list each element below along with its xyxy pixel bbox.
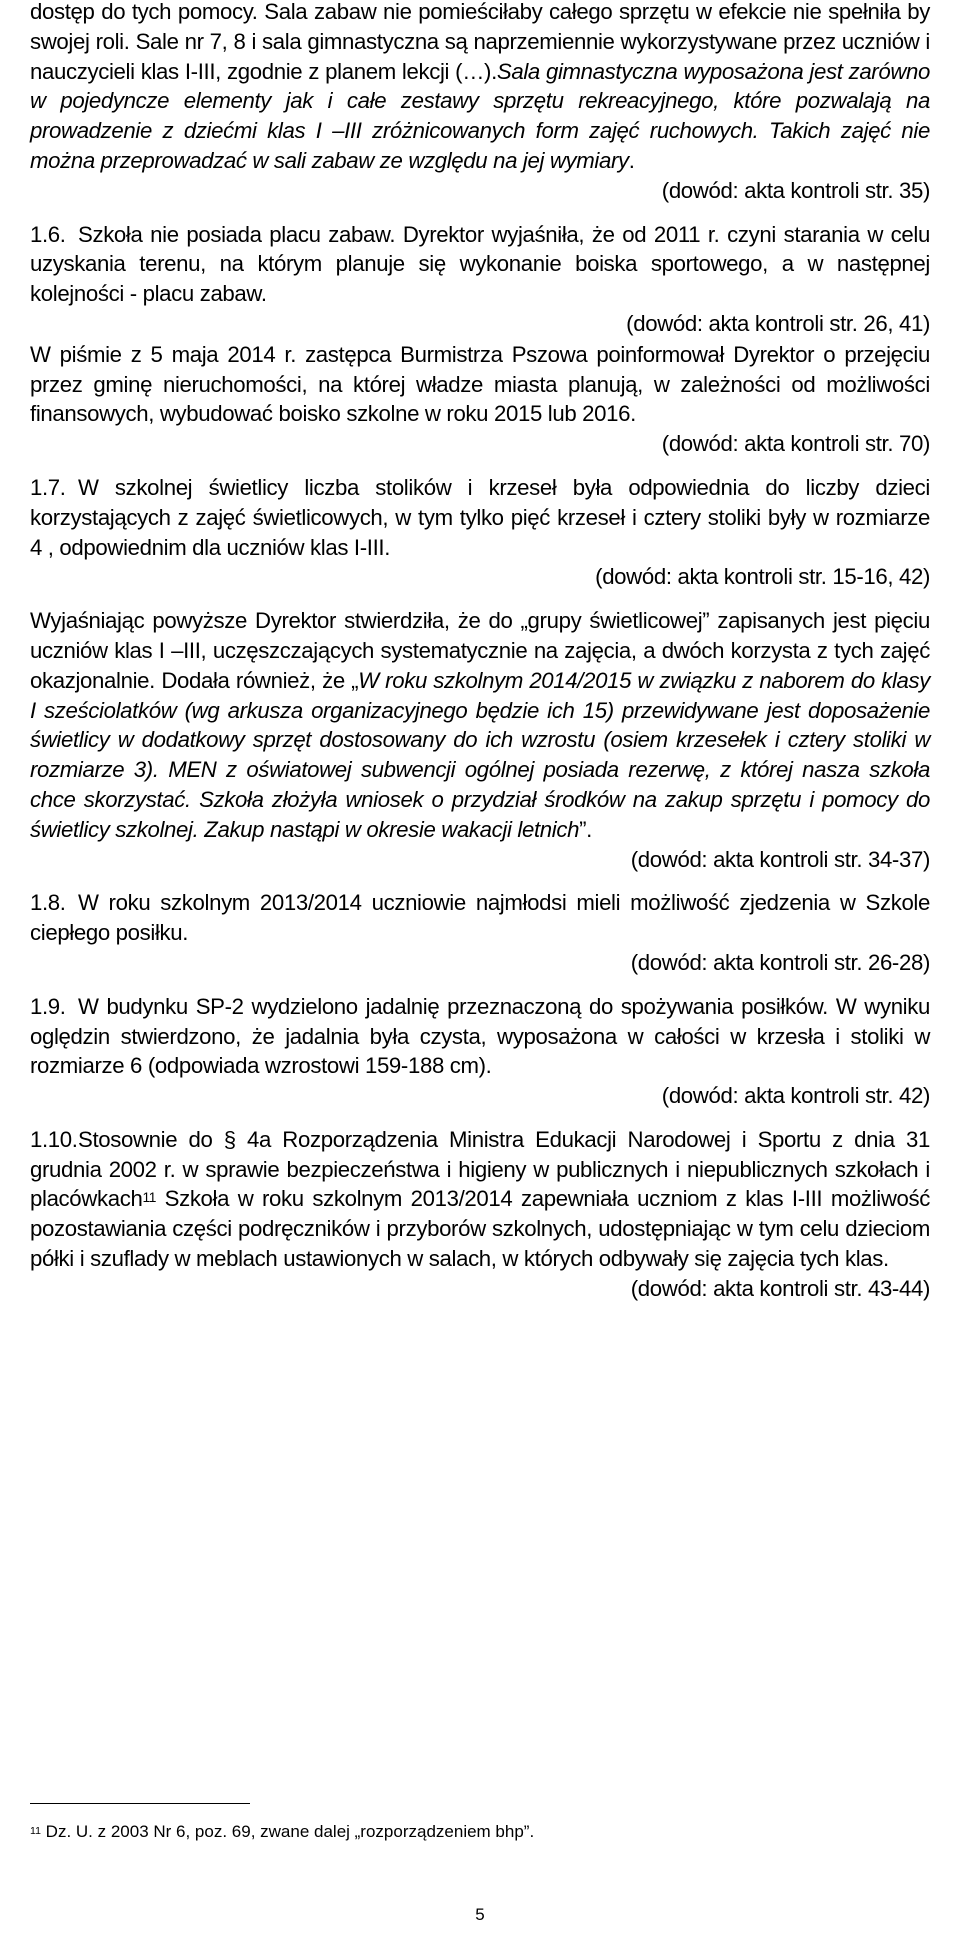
evidence-reference: (dowód: akta kontroli str. 35) — [661, 177, 930, 203]
intro-quote: Sala gimnastyczna wyposażona jest zarówno w pojedyncze elementy jak i całe zestawy sprzętu rekreacyjnego, które pozwalają na prowadzenie z dziećmi klas I –III zróżnicowanych form zajęć ruchowych. Takich zajęć nie można przeprowadzać w sali zabaw ze względu na jej wymiary — [30, 58, 930, 173]
evidence-reference: (dowód: akta kontroli str. 34-37) — [630, 846, 930, 872]
section-number: 1.8. — [30, 890, 66, 916]
section-1-9 — [30, 992, 930, 1081]
section-1-6 — [30, 220, 930, 309]
intro-text: dostęp do tych pomocy. Sala zabaw nie pomieściłaby całego sprzętu w efekcie nie spełniła by swojej roli. Sale nr 7, 8 i sala gimnastyczna są naprzemiennie wykorzystywane przez uczniów i nauczycieli klas I-III, zgodnie z planem lekcji (…). — [30, 0, 930, 84]
evidence-reference: (dowód: akta kontroli str. 26-28) — [630, 949, 930, 975]
section-text: Stosownie do § 4a Rozporządzenia Ministra Edukacji Narodowej i Sportu z dnia 31 grudnia 2002 r. w sprawie bezpieczeństwa i higieny w publicznych i niepublicznych szkołach i placówkach — [30, 1126, 930, 1212]
section-1-8 — [30, 888, 930, 948]
footnote-text: Dz. U. z 2003 Nr 6, poz. 69, zwane dalej „rozporządzeniem bhp”. — [40, 1822, 535, 1841]
section-1-10 — [30, 1125, 930, 1274]
section-1-7 — [30, 473, 930, 562]
section-number: 1.6. — [30, 221, 66, 247]
intro-paragraph — [30, 0, 930, 176]
section-number: 1.7. — [30, 474, 66, 500]
evidence-reference: (dowód: akta kontroli str. 43-44) — [630, 1275, 930, 1301]
footnote-number: 11 — [30, 1824, 41, 1837]
evidence-reference: (dowód: akta kontroli str. 26, 41) — [626, 310, 930, 336]
evidence-reference: (dowód: akta kontroli str. 15-16, 42) — [595, 564, 930, 590]
section-text: W budynku SP-2 wydzielono jadalnię przeznaczoną do spożywania posiłków. W wyniku oględzin stwierdzono, że jadalnia była czysta, wyposażona w całości w krzesła i stoliki w rozmiarze 6 (odpowiada wzrostowi 159-188 cm). — [30, 993, 930, 1079]
page-number: 5 — [475, 1905, 485, 1924]
section-number: 1.10. — [30, 1126, 78, 1152]
footnote-divider — [30, 1803, 250, 1804]
footnote — [30, 1821, 534, 1843]
footnote-reference: 11 — [142, 1190, 157, 1206]
section-1-6-paragraph-2: W piśmie z 5 maja 2014 r. zastępca Burmistrza Pszowa poinformował Dyrektor o przejęciu przez gminę nieruchomości, na której władze miasta planują, w zależności od możliwości finansowych, wybudować boisko szkolne w roku 2015 lub 2016. — [30, 341, 930, 427]
section-text: W szkolnej świetlicy liczba stolików i krzeseł była odpowiednia do liczby dzieci korzystających z zajęć świetlicowych, w tym tylko pięć krzeseł i cztery stoliki były w rozmiarze 4 , odpowiednim dla uczniów klas I-III. — [30, 474, 930, 560]
evidence-reference: (dowód: akta kontroli str. 70) — [661, 431, 930, 457]
explanation-end: ”. — [579, 816, 592, 842]
evidence-reference: (dowód: akta kontroli str. 42) — [661, 1083, 930, 1109]
section-text: Szkoła nie posiada placu zabaw. Dyrektor wyjaśniła, że od 2011 r. czyni starania w celu uzyskania terenu, na którym planuje się wykonanie boiska sportowego, a w następnej kolejności - placu zabaw. — [30, 221, 930, 307]
body-text — [30, 0, 930, 1304]
explanation-text: Wyjaśniając powyższe Dyrektor stwierdziła, że do „grupy świetlicowej” zapisanych jest pięciu uczniów klas I –III, uczęszczających systematycznie na zajęcia, a dwóch korzysta z tych zajęć okazjonalnie. Dodała również, że „ — [30, 608, 930, 693]
section-number: 1.9. — [30, 993, 66, 1019]
section-text: W roku szkolnym 2013/2014 uczniowie najmłodsi mieli możliwość zjedzenia w Szkole ciepłego posiłku. — [30, 890, 930, 946]
section-text-continued: Szkoła w roku szkolnym 2013/2014 zapewniała uczniom z klas I-III możliwość pozostawiania części podręczników i przyborów szkolnych, udostępniając w tym celu dzieciom półki i szuflady w meblach ustawionych w salach, w których odbywały się zajęcia tych klas. — [30, 1186, 930, 1272]
section-1-7-paragraph-2 — [30, 606, 930, 844]
explanation-quote: W roku szkolnym 2014/2015 w związku z naborem do klasy I sześciolatków (wg arkusza organizacyjnego będzie ich 15) przewidywane jest doposażenie świetlicy w dodatkowy sprzęt dostosowany do ich wzrostu (osiem krzesełek i cztery stoliki w rozmiarze 3). MEN z oświatowej subwencji ogólnej posiada rezerwę, z której nasza szkoła chce skorzystać. Szkoła złożyła wniosek o przydział środków na zakup sprzętu i pomocy do świetlicy szkolnej. Zakup nastąpi w okresie wakacji letnich — [30, 667, 930, 842]
intro-end: . — [628, 147, 635, 173]
